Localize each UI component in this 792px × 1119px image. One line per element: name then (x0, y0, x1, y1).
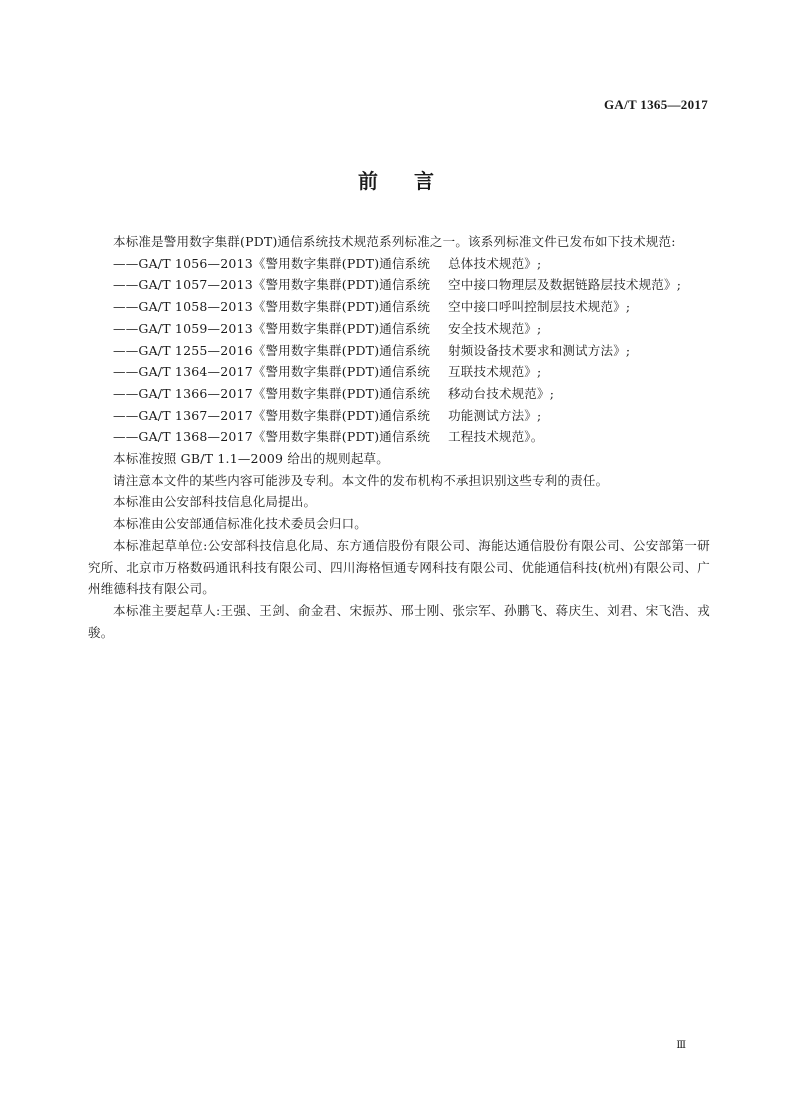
proposer-paragraph: 本标准由公安部科技信息化局提出。 (113, 494, 317, 510)
standard-ref: ——GA/T 1255—2016《警用数字集群(PDT)通信系统 (113, 342, 431, 358)
drafting-units-paragraph: 本标准起草单位:公安部科技信息化局、东方通信股份有限公司、海能达通信股份有限公司、公安部第一研究所、北京市万格数码通讯科技有限公司、四川海格恒通专网科技有限公司、优能通信科技(杭州)有限公司、广州维德科技有限公司。 (88, 537, 710, 597)
page-number: Ⅲ (676, 1040, 686, 1051)
standard-name: 空中接口物理层及数据链路层技术规范》; (448, 277, 682, 293)
standard-name: 移动台技术规范》; (448, 385, 555, 401)
page-title: 前言 (358, 169, 470, 193)
standard-name: 功能测试方法》; (448, 407, 542, 423)
standards-list (88, 253, 710, 448)
standard-name: 空中接口呼叫控制层技术规范》; (448, 299, 631, 315)
standard-name: 射频设备技术要求和测试方法》; (448, 342, 631, 358)
standard-ref: ——GA/T 1058—2013《警用数字集群(PDT)通信系统 (113, 299, 431, 315)
standard-item (88, 361, 710, 383)
standard-item (88, 296, 710, 318)
standard-ref: ——GA/T 1367—2017《警用数字集群(PDT)通信系统 (113, 407, 431, 423)
drafting-rules-paragraph: 本标准按照 GB/T 1.1—2009 给出的规则起草。 (113, 451, 389, 467)
intro-paragraph: 本标准是警用数字集群(PDT)通信系统技术规范系列标准之一。该系列标准文件已发布如下技术规范: (113, 234, 676, 249)
standard-name: 工程技术规范》。 (448, 429, 544, 445)
foreword-body (88, 231, 710, 643)
standard-name: 互联技术规范》; (448, 364, 542, 380)
standard-item (88, 253, 710, 275)
standard-item (88, 405, 710, 427)
standard-ref: ——GA/T 1364—2017《警用数字集群(PDT)通信系统 (113, 364, 431, 380)
standard-name: 安全技术规范》; (448, 320, 542, 336)
standard-ref: ——GA/T 1056—2013《警用数字集群(PDT)通信系统 (113, 255, 431, 271)
standard-item (88, 318, 710, 340)
committee-paragraph: 本标准由公安部通信标准化技术委员会归口。 (113, 516, 368, 532)
standard-item (88, 383, 710, 405)
standard-item (88, 274, 710, 296)
standard-ref: ——GA/T 1368—2017《警用数字集群(PDT)通信系统 (113, 429, 431, 445)
standard-item (88, 340, 710, 362)
standard-ref: ——GA/T 1059—2013《警用数字集群(PDT)通信系统 (113, 320, 431, 336)
standard-code-header: GA/T 1365—2017 (604, 97, 708, 112)
standard-ref: ——GA/T 1366—2017《警用数字集群(PDT)通信系统 (113, 385, 431, 401)
patent-notice-paragraph: 请注意本文件的某些内容可能涉及专利。本文件的发布机构不承担识别这些专利的责任。 (113, 472, 609, 488)
standard-item (88, 426, 710, 448)
drafters-paragraph: 本标准主要起草人:王强、王剑、俞金君、宋振苏、邢士刚、张宗军、孙鹏飞、蒋庆生、刘君、宋飞浩、戎骏。 (88, 602, 710, 640)
standard-ref: ——GA/T 1057—2013《警用数字集群(PDT)通信系统 (113, 277, 431, 293)
standard-name: 总体技术规范》; (448, 255, 542, 271)
